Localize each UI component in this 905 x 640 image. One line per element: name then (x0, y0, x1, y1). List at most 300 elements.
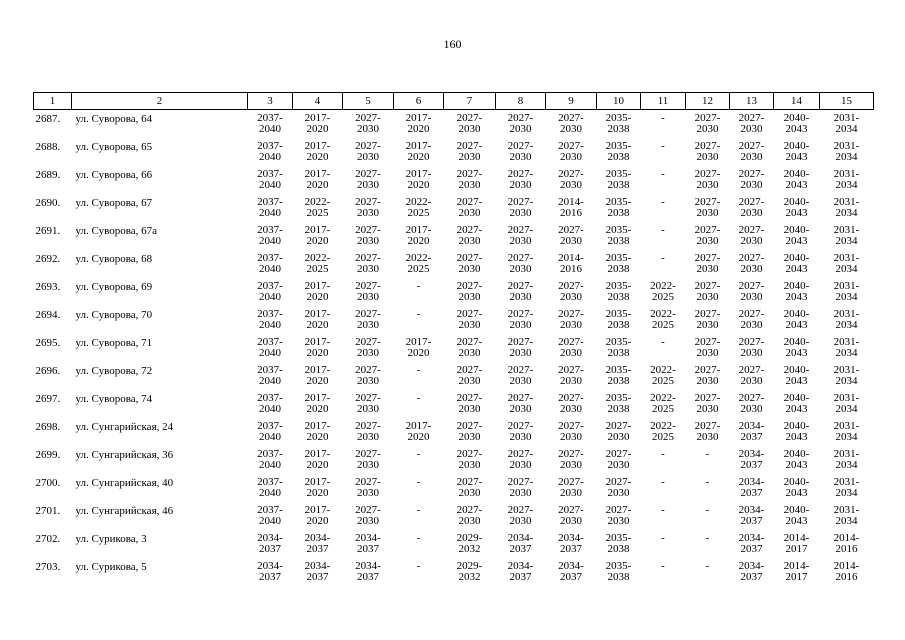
period-cell (686, 474, 730, 502)
period-cell (641, 222, 686, 250)
period-cell (394, 166, 444, 194)
period-cell (343, 530, 394, 558)
period-cell-text: 2017- (304, 363, 331, 376)
period-cell-text: 2027- (738, 112, 765, 124)
period-cell (774, 250, 820, 278)
period-cell-text: - (661, 167, 665, 180)
period-cell-text: 2027- (605, 447, 632, 460)
period-cell-text: 2030 (607, 430, 630, 443)
period-cell (686, 334, 730, 362)
period-cell-text: 2030 (696, 234, 719, 247)
period-cell-text: 2030 (509, 123, 532, 135)
period-cell-text: - (416, 559, 421, 572)
column-header: 10 (597, 93, 641, 110)
period-cell-text: 2020 (306, 290, 329, 303)
period-cell-text: 2029- (456, 531, 483, 544)
period-cell-text: 2034- (558, 531, 584, 544)
period-cell-text: 2027- (605, 419, 632, 432)
period-cell-text: 2030 (458, 514, 481, 527)
address-cell: ул. Суворова, 74 (75, 392, 153, 405)
period-cell (597, 446, 641, 474)
period-cell-text: 2022- (650, 363, 676, 376)
period-cell-text: 2035- (605, 139, 632, 152)
period-cell-text: 2027- (355, 139, 381, 152)
period-cell (820, 250, 874, 278)
period-cell (546, 530, 597, 558)
period-cell-text: 2020 (306, 374, 329, 387)
address-cell: ул. Суворова, 67 (75, 196, 153, 209)
column-header: 12 (686, 93, 730, 110)
period-cell-text: 2030 (458, 486, 481, 499)
period-cell-text: 2027- (456, 279, 483, 292)
row-number: 2700. (35, 476, 61, 489)
period-cell (686, 222, 730, 250)
period-cell-text: 2034 (835, 290, 858, 303)
period-cell-text: 2030 (357, 374, 379, 387)
period-cell-text: 2035- (605, 531, 632, 544)
period-cell-text: 2017- (405, 167, 432, 180)
period-cell-text: 2022- (304, 251, 331, 264)
period-cell-text: 2037- (257, 503, 283, 516)
period-cell-text: 2027- (507, 195, 534, 208)
table-row (34, 166, 874, 194)
period-cell-text: 2030 (740, 402, 763, 415)
period-cell (820, 110, 874, 138)
period-cell-text: 2027- (694, 391, 721, 404)
table-row (34, 474, 874, 502)
period-cell-text: 2034 (835, 402, 858, 415)
period-cell-text: 2037- (257, 223, 283, 236)
period-cell (546, 390, 597, 418)
period-cell (293, 222, 343, 250)
period-cell-text: 2038 (607, 570, 630, 583)
period-cell (343, 334, 394, 362)
period-cell-text: 2037 (740, 458, 763, 471)
period-cell-text: 2025 (652, 430, 674, 443)
row-number: 2694. (35, 308, 61, 321)
period-cell-text: 2030 (357, 150, 379, 163)
period-cell (686, 138, 730, 166)
period-cell (496, 362, 546, 390)
period-cell (730, 306, 774, 334)
period-cell-text: 2027- (456, 475, 483, 488)
period-cell-text: 2032 (458, 570, 481, 583)
period-cell-text: - (661, 531, 665, 544)
period-cell-text: 2017- (405, 223, 432, 236)
address-cell: ул. Сурикова, 3 (75, 532, 147, 545)
period-cell-text: 2017- (304, 167, 331, 180)
period-cell-text: 2040 (259, 262, 281, 275)
period-cell-text: 2043 (785, 123, 808, 135)
period-cell-text: 2030 (458, 458, 481, 471)
period-cell (686, 390, 730, 418)
period-cell-text: 2017 (785, 542, 808, 555)
period-cell-text: 2038 (607, 290, 630, 303)
period-cell-text: 2030 (458, 318, 481, 331)
period-cell-text: 2030 (560, 430, 582, 443)
period-cell (444, 306, 496, 334)
table-row (34, 110, 874, 138)
period-cell-text: 2027- (694, 167, 721, 180)
period-cell (774, 530, 820, 558)
period-cell-text: 2030 (607, 514, 630, 527)
period-cell-text: 2040- (783, 447, 810, 460)
address-cell: ул. Суворова, 65 (75, 140, 153, 153)
period-cell-text: 2014- (558, 195, 584, 208)
period-cell (597, 334, 641, 362)
period-cell-text: 2043 (785, 234, 808, 247)
period-cell-text: 2040- (783, 251, 810, 264)
period-cell-text: 2031- (833, 195, 860, 208)
column-header: 4 (293, 93, 343, 110)
period-cell-text: 2025 (306, 206, 329, 219)
period-cell (444, 334, 496, 362)
period-cell-text: 2030 (509, 318, 532, 331)
column-header: 15 (820, 93, 874, 110)
period-cell-text: 2030 (740, 318, 763, 331)
period-cell-text: 2017- (304, 279, 331, 292)
period-cell (496, 306, 546, 334)
row-number: 2696. (35, 364, 61, 377)
address-cell: ул. Суворова, 64 (75, 113, 153, 125)
period-cell (641, 446, 686, 474)
period-cell-text: 2030 (509, 346, 532, 359)
period-cell-text: 2027- (456, 391, 483, 404)
period-cell-text: 2027- (507, 307, 534, 320)
period-cell (343, 446, 394, 474)
period-cell-text: 2030 (458, 402, 481, 415)
period-cell (293, 474, 343, 502)
period-cell-text: 2020 (407, 430, 430, 443)
period-cell-text: 2034- (304, 559, 331, 572)
period-cell-text: 2017- (304, 391, 331, 404)
period-cell-text: - (705, 559, 710, 572)
period-cell-text: 2022- (650, 419, 676, 432)
period-cell-text: 2030 (458, 234, 481, 247)
period-cell-text: 2030 (696, 430, 719, 443)
period-cell-text: 2038 (607, 150, 630, 163)
period-cell-text: 2027- (738, 195, 765, 208)
row-number: 2691. (35, 224, 61, 237)
period-cell-text: - (416, 503, 421, 516)
period-cell-text: 2030 (560, 458, 582, 471)
row-number: 2695. (35, 336, 61, 349)
period-cell-text: 2027- (507, 335, 534, 348)
period-cell (343, 250, 394, 278)
period-cell-text: 2040 (259, 150, 281, 163)
period-cell (293, 446, 343, 474)
period-cell-text: 2034- (257, 531, 283, 544)
period-cell-text: 2030 (740, 234, 763, 247)
period-cell-text: 2027- (558, 307, 584, 320)
period-cell (248, 110, 293, 138)
address-cell: ул. Сунгарийская, 40 (75, 476, 174, 489)
period-cell-text: 2038 (607, 262, 630, 275)
period-cell (546, 558, 597, 586)
period-cell (496, 222, 546, 250)
period-cell-text: - (661, 447, 665, 460)
period-cell-text: 2030 (560, 318, 582, 331)
period-cell-text: 2030 (509, 374, 532, 387)
period-cell-text: 2035- (605, 223, 632, 236)
period-cell-text: 2030 (458, 374, 481, 387)
period-cell-text: 2027- (456, 335, 483, 348)
period-cell-text: 2027- (738, 139, 765, 152)
period-cell (820, 138, 874, 166)
period-cell (293, 502, 343, 530)
period-cell (546, 250, 597, 278)
period-cell (248, 530, 293, 558)
period-cell (597, 530, 641, 558)
period-cell (444, 278, 496, 306)
row-number: 2699. (35, 448, 61, 461)
period-cell-text: 2027- (355, 195, 381, 208)
period-cell-text: 2027- (355, 223, 381, 236)
period-cell-text: 2035- (605, 307, 632, 320)
period-cell-text: 2014- (833, 559, 860, 572)
period-cell (820, 194, 874, 222)
period-cell-text: 2016 (835, 542, 858, 555)
period-cell-text: 2020 (407, 123, 430, 135)
period-cell-text: 2030 (696, 402, 719, 415)
period-cell-text: 2017- (304, 307, 331, 320)
period-cell-text: 2027- (355, 503, 381, 516)
period-cell (444, 502, 496, 530)
period-cell (774, 390, 820, 418)
period-cell-text: 2030 (607, 458, 630, 471)
period-cell-text: 2020 (306, 150, 329, 163)
period-cell-text: 2030 (357, 430, 379, 443)
table-row (34, 390, 874, 418)
table-row (34, 222, 874, 250)
period-cell-text: 2027- (558, 335, 584, 348)
table-body (34, 110, 874, 586)
period-cell (820, 306, 874, 334)
period-cell (686, 278, 730, 306)
period-cell (546, 306, 597, 334)
period-cell-text: - (705, 447, 710, 460)
period-cell-text: - (661, 559, 665, 572)
period-cell-text: 2030 (458, 178, 481, 191)
period-cell-text: 2031- (833, 167, 860, 180)
address-cell: ул. Сунгарийская, 24 (75, 420, 174, 433)
period-cell-text: 2031- (833, 363, 860, 376)
period-cell (730, 418, 774, 446)
period-cell-text: 2030 (560, 346, 582, 359)
period-cell-text: 2025 (652, 402, 674, 415)
period-cell-text: 2022- (405, 251, 432, 264)
period-cell-text: 2037- (257, 139, 283, 152)
period-cell-text: 2030 (560, 486, 582, 499)
period-cell (774, 362, 820, 390)
period-cell-text: 2030 (458, 290, 481, 303)
period-cell-text: 2038 (607, 206, 630, 219)
period-cell-text: 2027- (507, 279, 534, 292)
period-cell (248, 446, 293, 474)
period-cell-text: 2027- (605, 475, 632, 488)
period-cell-text: 2025 (652, 374, 674, 387)
period-cell-text: 2037 (306, 570, 329, 583)
period-cell-text: 2030 (696, 150, 719, 163)
period-cell-text: 2030 (357, 458, 379, 471)
period-cell-text: 2017- (304, 139, 331, 152)
period-cell-text: 2027- (456, 307, 483, 320)
column-header: 13 (730, 93, 774, 110)
period-cell-text: 2038 (607, 346, 630, 359)
table-row (34, 362, 874, 390)
period-cell-text: 2027- (456, 112, 483, 124)
period-cell-text: - (661, 112, 665, 124)
period-cell-text: 2040- (783, 223, 810, 236)
period-cell-text: 2040 (259, 486, 281, 499)
period-cell (444, 166, 496, 194)
period-cell (597, 418, 641, 446)
period-cell (248, 278, 293, 306)
period-cell-text: 2034 (835, 206, 858, 219)
period-cell (597, 474, 641, 502)
period-cell (496, 474, 546, 502)
table-row (34, 278, 874, 306)
period-cell-text: 2040- (783, 391, 810, 404)
period-cell-text: 2027- (355, 167, 381, 180)
period-cell (774, 166, 820, 194)
period-cell-text: 2020 (306, 346, 329, 359)
period-cell-text: 2027- (694, 307, 721, 320)
period-cell-text: 2027- (694, 335, 721, 348)
period-cell-text: 2038 (607, 542, 630, 555)
period-cell (394, 446, 444, 474)
period-cell (343, 138, 394, 166)
period-cell (686, 530, 730, 558)
column-header: 3 (248, 93, 293, 110)
period-cell (730, 222, 774, 250)
period-cell (248, 362, 293, 390)
period-cell-text: 2030 (509, 402, 532, 415)
period-cell-text: 2029- (456, 559, 483, 572)
period-cell-text: 2037- (257, 391, 283, 404)
period-cell-text: 2016 (560, 262, 582, 275)
period-cell-text: 2030 (740, 374, 763, 387)
period-cell-text: 2037 (740, 542, 763, 555)
period-cell-text: 2037- (257, 167, 283, 180)
period-cell-text: 2040- (783, 503, 810, 516)
period-cell-text: 2027- (558, 167, 584, 180)
schedule-table (33, 92, 874, 586)
period-cell-text: - (705, 475, 710, 488)
period-cell (394, 250, 444, 278)
period-cell-text: 2031- (833, 447, 860, 460)
period-cell-text: 2037 (509, 570, 532, 583)
period-cell (293, 558, 343, 586)
period-cell-text: 2027- (507, 251, 534, 264)
period-cell-text: 2030 (560, 234, 582, 247)
table-row (34, 306, 874, 334)
period-cell-text: 2040 (259, 346, 281, 359)
period-cell-text: 2030 (696, 206, 719, 219)
period-cell (597, 110, 641, 138)
period-cell-text: 2031- (833, 139, 860, 152)
period-cell (343, 558, 394, 586)
period-cell-text: 2034- (738, 503, 765, 516)
period-cell-text: 2030 (560, 290, 582, 303)
period-cell (444, 474, 496, 502)
period-cell-text: 2035- (605, 363, 632, 376)
period-cell-text: 2017- (304, 419, 331, 432)
period-cell-text: 2020 (407, 150, 430, 163)
period-cell-text: 2031- (833, 223, 860, 236)
period-cell-text: 2040 (259, 402, 281, 415)
period-cell-text: 2027- (558, 112, 584, 124)
period-cell-text: 2027- (738, 223, 765, 236)
period-cell-text: 2020 (306, 430, 329, 443)
address-cell: ул. Сурикова, 5 (75, 560, 147, 573)
period-cell-text: 2040- (783, 363, 810, 376)
period-cell-text: - (416, 447, 421, 460)
period-cell-text: 2035- (605, 391, 632, 404)
period-cell-text: - (661, 503, 665, 516)
period-cell (248, 418, 293, 446)
period-cell-text: 2037 (740, 430, 763, 443)
period-cell-text: 2030 (740, 262, 763, 275)
row-number: 2703. (35, 560, 61, 573)
period-cell-text: 2017- (304, 335, 331, 348)
period-cell-text: 2027- (456, 223, 483, 236)
table-row (34, 138, 874, 166)
period-cell (774, 446, 820, 474)
row-number: 2697. (35, 392, 61, 405)
period-cell (546, 474, 597, 502)
period-cell-text: 2025 (652, 290, 674, 303)
period-cell-text: 2027- (558, 363, 584, 376)
period-cell-text: 2030 (357, 402, 379, 415)
period-cell-text: 2027- (694, 112, 721, 124)
period-cell-text: 2030 (458, 430, 481, 443)
period-cell-text: 2017- (405, 335, 432, 348)
header-row (34, 93, 874, 110)
period-cell (293, 166, 343, 194)
period-cell-text: 2027- (558, 503, 584, 516)
row-number: 2688. (35, 140, 61, 153)
period-cell (248, 390, 293, 418)
period-cell (248, 474, 293, 502)
address-cell: ул. Суворова, 68 (75, 252, 153, 265)
period-cell-text: 2037- (257, 112, 283, 124)
period-cell-text: 2040- (783, 279, 810, 292)
period-cell-text: 2027- (507, 167, 534, 180)
period-cell (248, 222, 293, 250)
period-cell-text: 2014- (558, 251, 584, 264)
period-cell-text: 2017- (304, 503, 331, 516)
period-cell (248, 194, 293, 222)
period-cell-text: 2030 (357, 178, 379, 191)
address-cell: ул. Суворова, 70 (75, 308, 153, 321)
period-cell-text: 2030 (357, 318, 379, 331)
period-cell (774, 418, 820, 446)
period-cell-text: 2020 (306, 318, 329, 331)
period-cell-text: 2030 (696, 318, 719, 331)
period-cell (730, 250, 774, 278)
period-cell-text: 2027- (507, 363, 534, 376)
period-cell (394, 418, 444, 446)
period-cell-text: 2027- (558, 391, 584, 404)
period-cell-text: - (661, 475, 665, 488)
period-cell-text: 2020 (306, 178, 329, 191)
period-cell (686, 502, 730, 530)
period-cell-text: 2030 (509, 430, 532, 443)
period-cell (394, 306, 444, 334)
period-cell (293, 362, 343, 390)
table-row (34, 194, 874, 222)
